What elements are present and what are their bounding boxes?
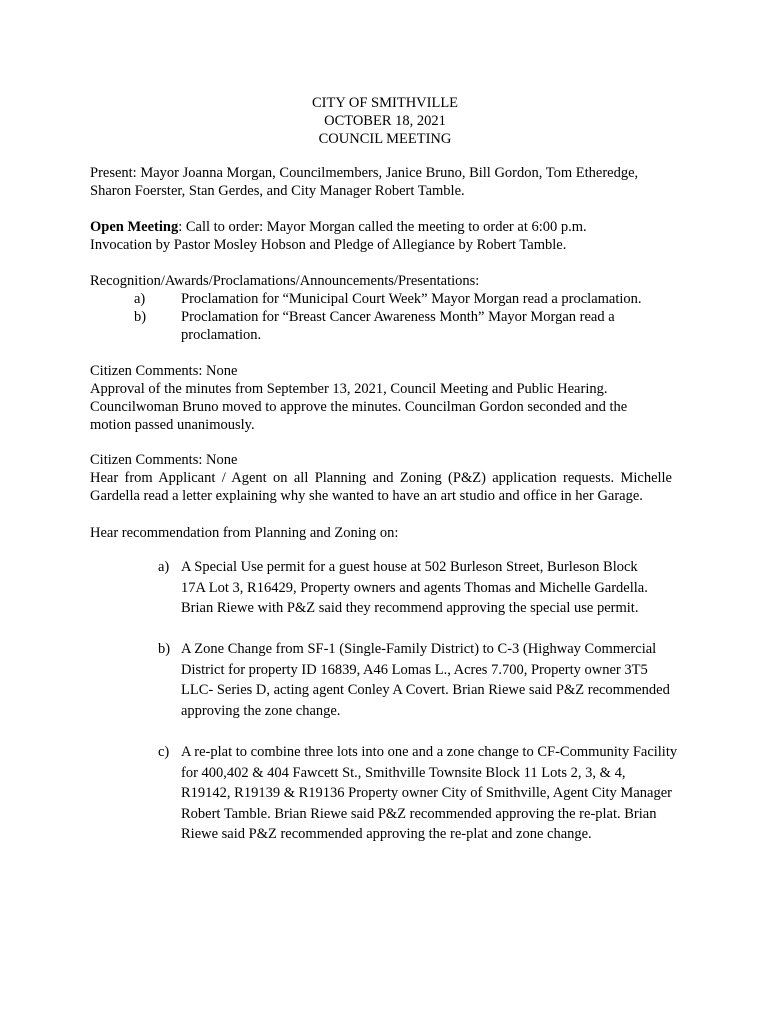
approval-text: Approval of the minutes from September 13, 2021, Council Meeting and Public Hearing. (90, 381, 608, 397)
list-marker: c) (158, 744, 170, 760)
pz-item (158, 639, 683, 721)
invocation-text: Invocation by Pastor Mosley Hobson and Pledge of Allegiance by Robert Tamble. (90, 237, 567, 253)
citizen-comments-section-2 (90, 451, 672, 505)
open-meeting-label: Open Meeting (90, 219, 179, 235)
open-meeting-section (90, 218, 690, 254)
pz-item-text: A Special Use permit for a guest house at 502 Burleson Street, Burleson Block 17A Lot 3, R16429, Property owners and agents Thomas and Michelle Gardella. Brian Riewe with P&Z said they recommend approving the special use permit. (181, 559, 648, 616)
city-name: CITY OF SMITHVILLE (311, 95, 459, 111)
list-marker: b) (158, 641, 171, 657)
pz-item-text: A re-plat to combine three lots into one and a zone change to CF-Community Facility for 400,402 & 404 Fawcett St., Smithville Townsite Block 11 Lots 2, 3, & 4, R19142, R19139 & R19136 Property owner City of Smithville, Agent City Manager Robert Tamble. Brian Riewe said P&Z recommended approving the re-plat. Brian Riewe said P&Z recommended approving the re-plat and zone change. (181, 744, 678, 842)
call-to-order-text: : Call to order: Mayor Morgan called the meeting to order at 6:00 p.m. (178, 219, 587, 235)
applicant-text: Hear from Applicant / Agent on all Planning and Zoning (P&Z) application requests. Michelle Gardella read a letter explaining why she wanted to have an art studio and office in her Garage. (90, 470, 672, 504)
citizen-comments-section-1 (90, 362, 655, 434)
list-item (134, 308, 634, 344)
motion-text: Councilwoman Bruno moved to approve the minutes. Councilman Gordon seconded and the motion passed unanimously. (90, 399, 628, 433)
recognition-heading: Recognition/Awards/Proclamations/Announcements/Presentations: (90, 273, 480, 289)
present-section (90, 164, 670, 200)
list-marker: b) (134, 309, 147, 325)
pz-item (158, 742, 678, 845)
pz-item (158, 557, 663, 619)
pz-heading: Hear recommendation from Planning and Zoning on: (90, 525, 399, 541)
document-header (0, 94, 770, 148)
pz-heading-section (90, 524, 690, 542)
list-marker: a) (158, 559, 170, 575)
citizen-comments-label: Citizen Comments: None (90, 452, 238, 468)
list-item-text: Proclamation for “Breast Cancer Awareness Month” Mayor Morgan read a proclamation. (181, 309, 615, 343)
list-marker: a) (134, 291, 146, 307)
citizen-comments-label: Citizen Comments: None (90, 363, 238, 379)
present-text: Present: Mayor Joanna Morgan, Councilmembers, Janice Bruno, Bill Gordon, Tom Etheredge, Sharon Foerster, Stan Gerdes, and City Manager Robert Tamble. (90, 165, 639, 199)
pz-item-text: A Zone Change from SF-1 (Single-Family District) to C-3 (Highway Commercial District for property ID 16839, A46 Lomas L., Acres 7.700, Property owner 3T5 LLC- Series D, acting agent Conley A Covert. Brian Riewe said P&Z recommended approving the zone change. (181, 641, 670, 719)
recognition-section (90, 272, 690, 344)
open-meeting-line (90, 218, 690, 236)
list-item-text: Proclamation for “Municipal Court Week” Mayor Morgan read a proclamation. (181, 291, 642, 307)
list-item (134, 290, 690, 308)
meeting-type: COUNCIL MEETING (318, 131, 452, 147)
meeting-date: OCTOBER 18, 2021 (324, 113, 446, 129)
